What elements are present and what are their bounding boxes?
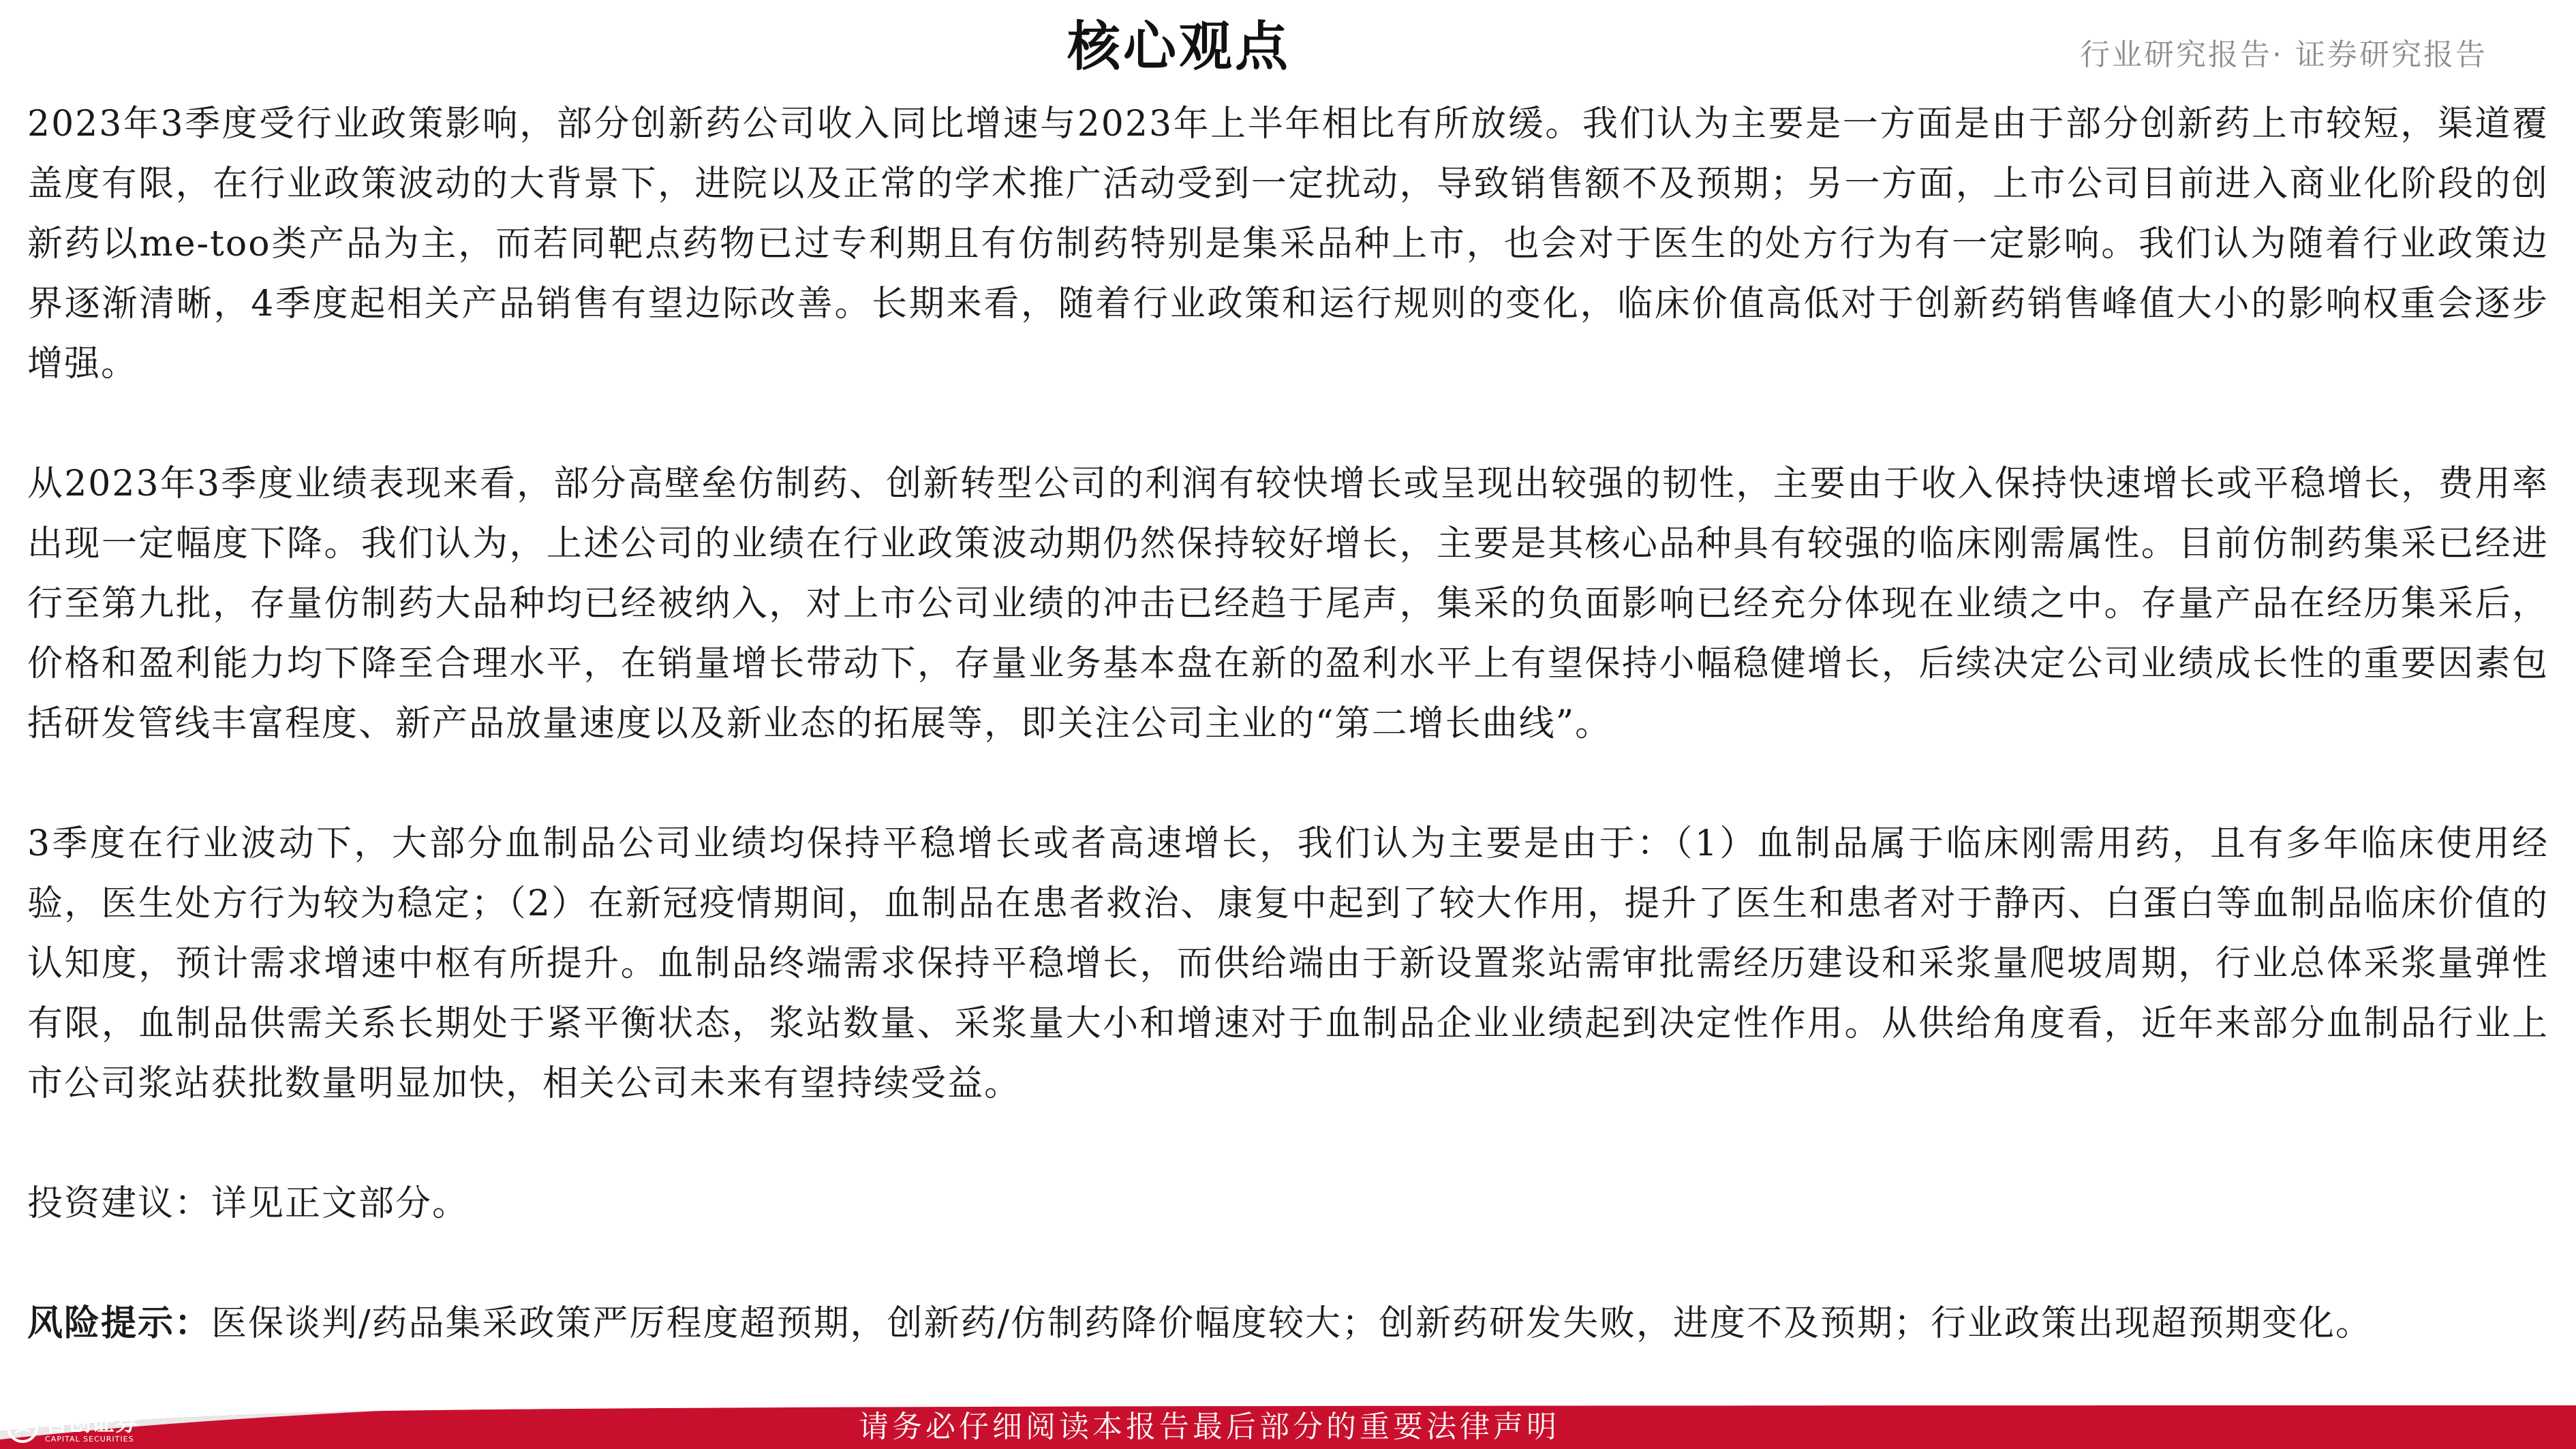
paragraph-generic-drugs: 从2023年3季度业绩表现来看，部分高壁垒仿制药、创新转型公司的利润有较快增长或呈现出较强的韧性，主要由于收入保持快速增长或平稳增长，费用率出现一定幅度下降。我们认为，上述公司的业绩在行业政策波动期仍然保持较好增长，主要是其核心品种具有较强的临床刚需属性。目前仿制药集采已经进行至第九批，存量仿制药大品种均已经被纳入，对上市公司业绩的冲击已经趋于尾声，集采的负面影响已经充分体现在业绩之中。存量产品在经历集采后，价格和盈利能力均下降至合理水平，在销量增长带动下，存量业务基本盘在新的盈利水平上有望保持小幅稳健增长，后续决定公司业绩成长性的重要因素包括研发管线丰富程度、新产品放量速度以及新业态的拓展等，即关注公司主业的“第二增长曲线”。 — [27, 463, 2549, 744]
risk-warning-text: 医保谈判/药品集采政策严厉程度超预期，创新药/仿制药降价幅度较大；创新药研发失败，进度不及预期；行业政策出现超预期变化。 — [211, 1303, 2373, 1344]
page-title: 核心观点 — [1067, 16, 1291, 78]
report-type-label: 行业研究报告· 证券研究报告 — [2080, 37, 2487, 72]
paragraph-investment-advice: 投资建议：详见正文部分。 — [27, 1183, 470, 1224]
risk-warning-label: 风险提示： — [27, 1302, 212, 1344]
logo-name-en: CAPITAL SECURITIES — [45, 1435, 134, 1444]
paragraph-blood-products: 3季度在行业波动下，大部分血制品公司业绩均保持平稳增长或者高速增长，我们认为主要是由于：（1）血制品属于临床刚需用药，且有多年临床使用经验，医生处方行为较为稳定；（2）在新冠疫情期间，血制品在患者救治、康复中起到了较大作用，提升了医生和患者对于静丙、白蛋白等血制品临床价值的认知度，预计需求增速中枢有所提升。血制品终端需求保持平稳增长，而供给端由于新设置浆站需审批需经历建设和采浆量爬坡周期，行业总体采浆量弹性有限，血制品供需关系长期处于紧平衡状态，浆站数量、采浆量大小和增速对于血制品企业业绩起到决定性作用。从供给角度看，近年来部分血制品行业上市公司浆站获批数量明显加快，相关公司未来有望持续受益。 — [27, 823, 2549, 1104]
paragraph-innovative-drugs: 2023年3季度受行业政策影响，部分创新药公司收入同比增速与2023年上半年相比有所放缓。我们认为主要是一方面是由于部分创新药上市较短，渠道覆盖度有限，在行业政策波动的大背景下，进院以及正常的学术推广活动受到一定扰动，导致销售额不及预期；另一方面，上市公司目前进入商业化阶段的创新药以me-too类产品为主，而若同靶点药物已过专利期且有仿制药特别是集采品种上市，也会对于医生的处方行为有一定影响。我们认为随着行业政策边界逐渐清晰，4季度起相关产品销售有望边际改善。长期来看，随着行业政策和运行规则的变化，临床价值高低对于创新药销售峰值大小的影响权重会逐步增强。 — [27, 104, 2549, 384]
company-logo — [7, 1411, 138, 1444]
risk-warning — [27, 1294, 2549, 1354]
logo-name-cn: 首创证券 — [45, 1409, 138, 1437]
core-views-body — [27, 94, 2549, 1354]
legal-notice: 请务必仔细阅读本报告最后部分的重要法律声明 — [859, 1409, 1560, 1444]
footer-bar — [0, 1404, 2576, 1449]
logo-icon — [7, 1412, 38, 1443]
